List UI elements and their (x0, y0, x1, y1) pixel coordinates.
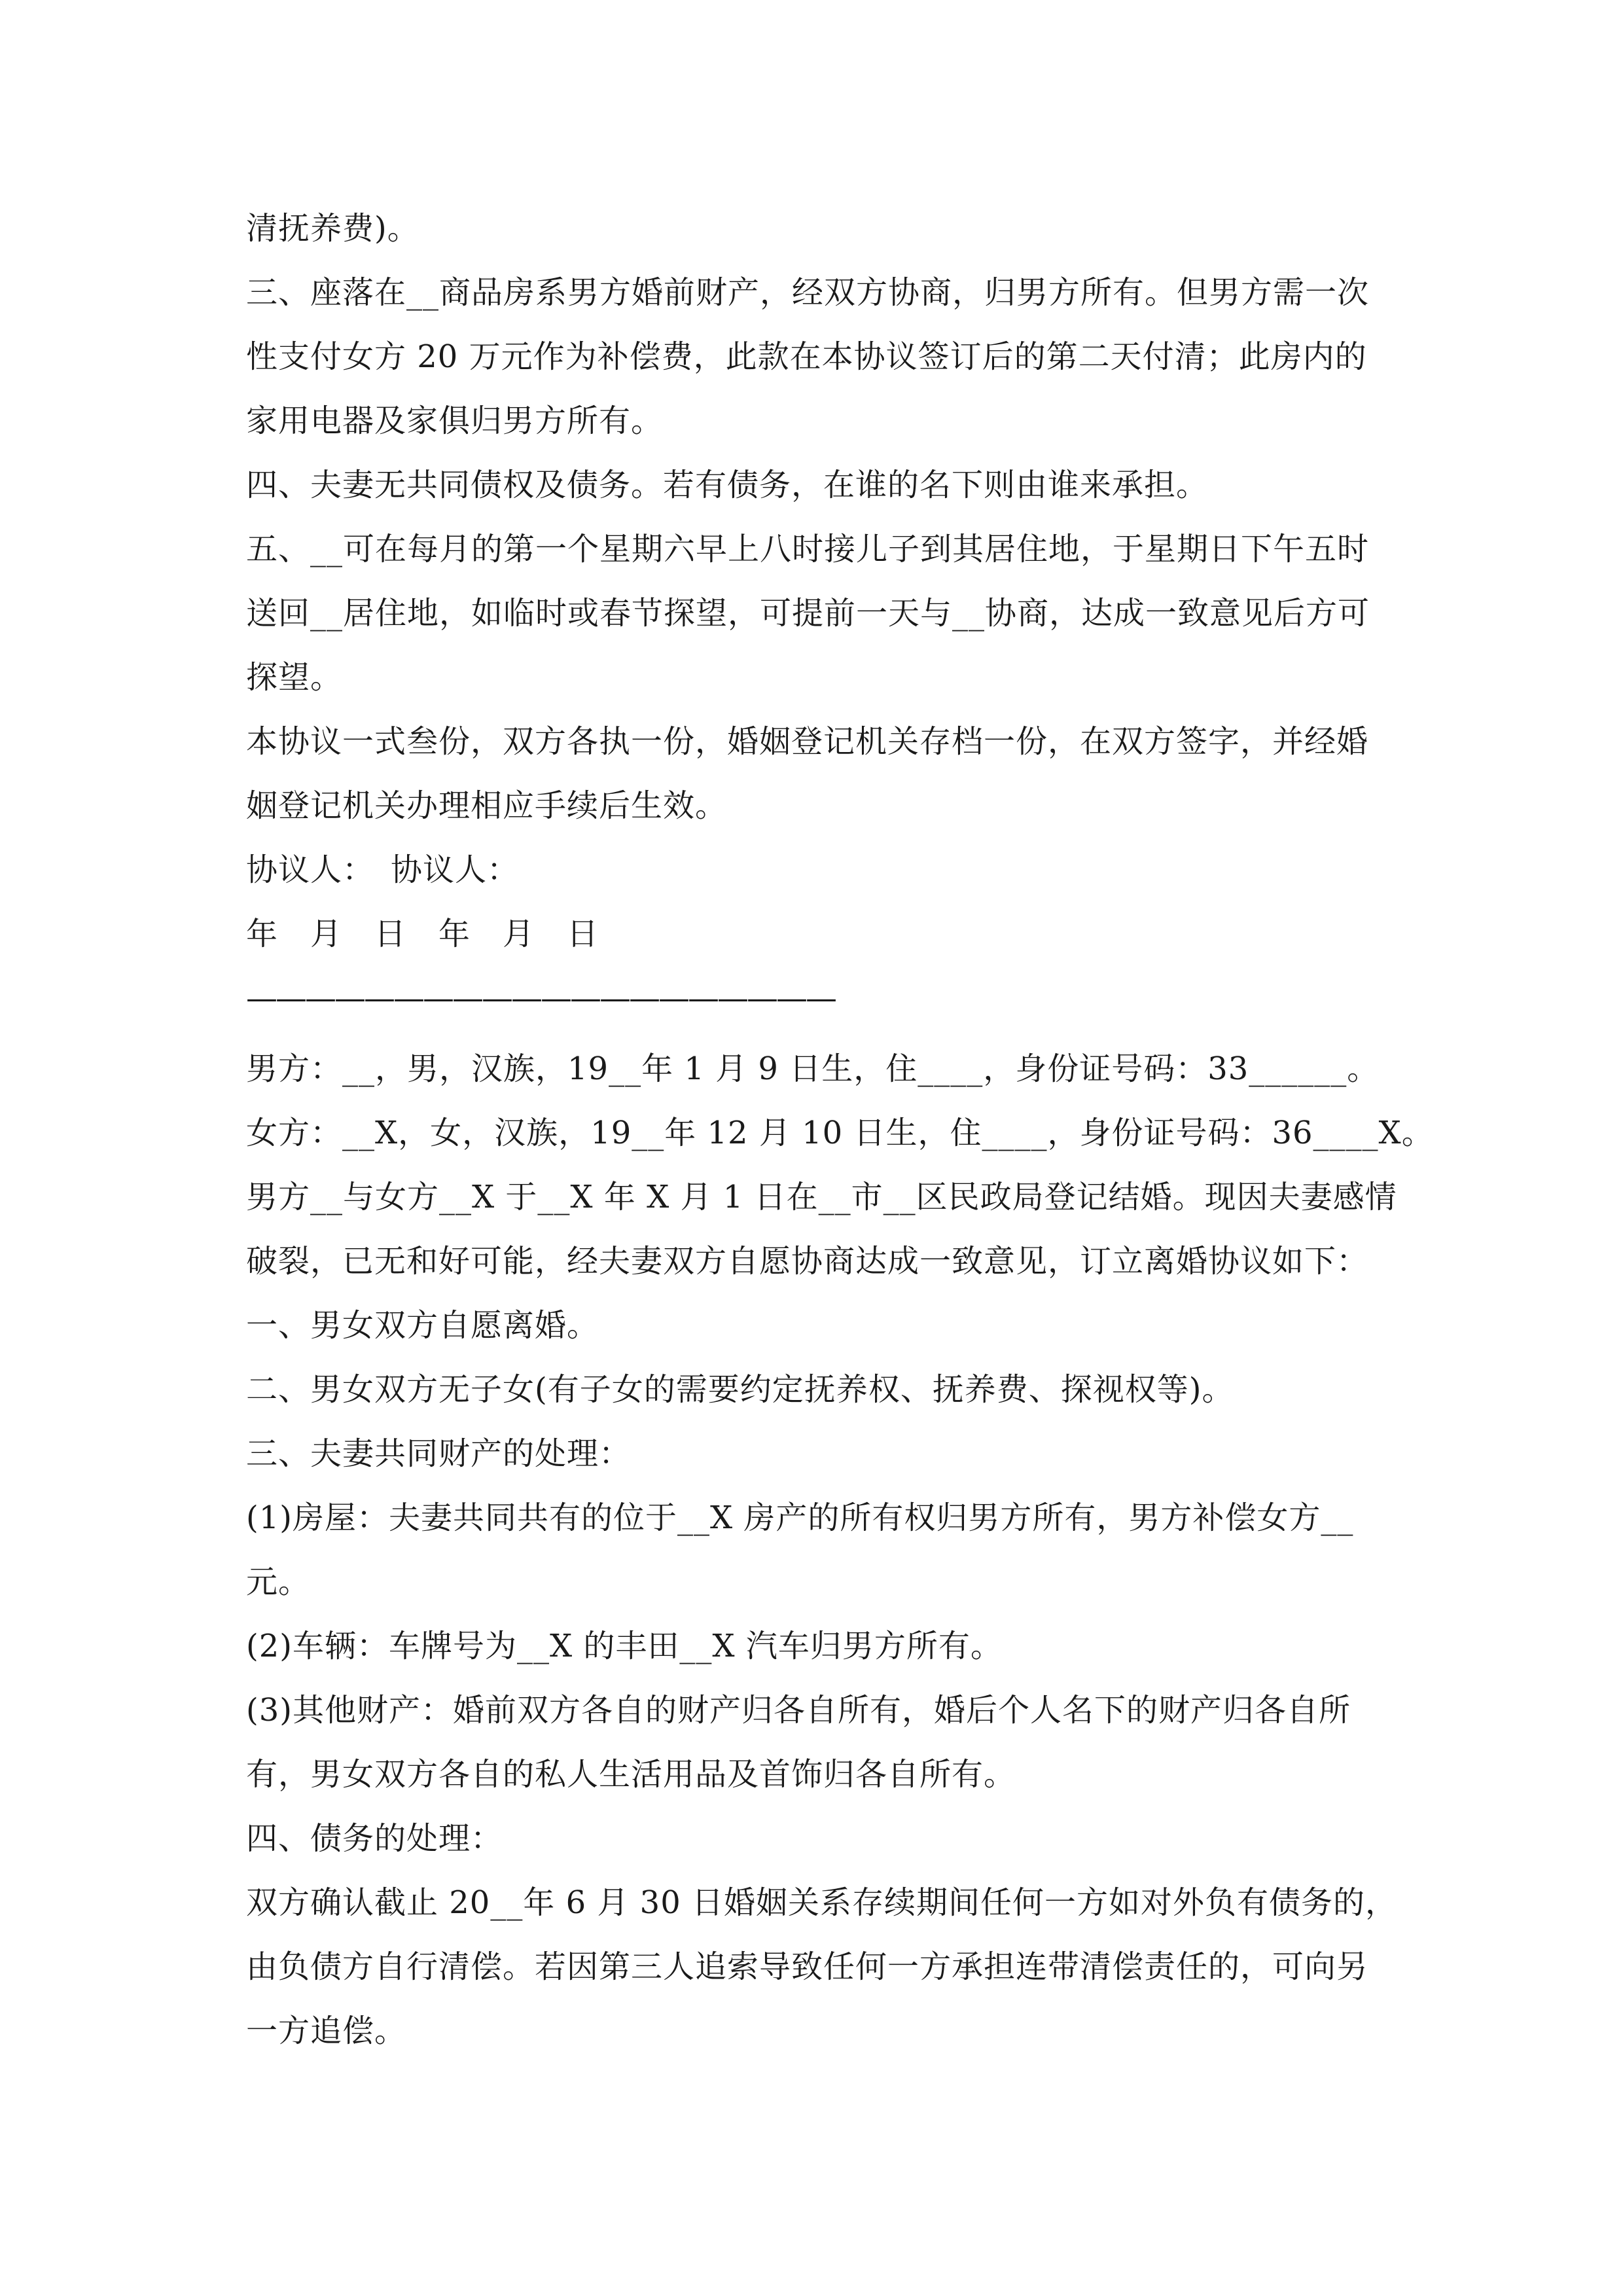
text-line: 姻登记机关办理相应手续后生效。 (246, 787, 728, 824)
text-line: 清抚养费)。 (246, 210, 419, 247)
text-line: 性支付女方 20 万元作为补偿费，此款在本协议签订后的第二天付清；此房内的 (246, 338, 1367, 375)
text-line: 女方：__X，女，汉族，19__年 12 月 10 日生，住____，身份证号码：36____X。 (246, 1115, 1434, 1151)
text-line: 一、男女双方自愿离婚。 (246, 1307, 599, 1344)
document-body (246, 196, 1434, 2063)
text-line: 三、座落在__商品房系男方婚前财产，经双方协商，归男方所有。但男方需一次 (246, 274, 1370, 311)
text-line: 送回__居住地，如临时或春节探望，可提前一天与__协商，达成一致意见后方可 (246, 595, 1370, 632)
text-line: 四、债务的处理： (246, 1820, 503, 1857)
text-line: 二、男女双方无子女(有子女的需要约定抚养权、抚养费、探视权等)。 (246, 1371, 1234, 1408)
text-line: 元。 (246, 1564, 311, 1600)
text-line: (3)其他财产：婚前双方各自的财产归各自所有，婚后个人名下的财产归各自所 (246, 1692, 1351, 1729)
text-line: 三、夫妻共同财产的处理： (246, 1435, 632, 1472)
text-line: 家用电器及家俱归男方所有。 (246, 403, 664, 439)
text-line: 一方追偿。 (246, 2013, 407, 2049)
text-line: (2)车辆：车牌号为__X 的丰田__X 汽车归男方所有。 (246, 1628, 1003, 1664)
text-line: 探望。 (246, 659, 343, 696)
spacer (246, 1030, 1398, 1037)
text-line: 有，男女双方各自的私人生活用品及首饰归各自所有。 (246, 1756, 1016, 1793)
text-line: 本协议一式叁份，双方各执一份，婚姻登记机关存档一份，在双方签字，并经婚 (246, 723, 1369, 760)
text-line: 五、__可在每月的第一个星期六早上八时接儿子到其居住地，于星期日下午五时 (246, 531, 1370, 567)
date-line: 年 月 日 年 月 日 (246, 916, 599, 952)
text-line: 四、夫妻无共同债权及债务。若有债务，在谁的名下则由谁来承担。 (246, 467, 1209, 503)
signature-label-line: 协议人： 协议人： (246, 852, 520, 888)
text-line: 男方__与女方__X 于__X 年 X 月 1 日在__市__区民政局登记结婚。现因夫妻感情 (246, 1179, 1397, 1215)
text-line: 破裂，已无和好可能，经夫妻双方自愿协商达成一致意见，订立离婚协议如下： (246, 1243, 1369, 1280)
text-line: (1)房屋：夫妻共同共有的位于__X 房产的所有权归男方所有，男方补偿女方__ (246, 1499, 1354, 1536)
separator-line: ———————————————————— (246, 980, 835, 1016)
text-line: 双方确认截止 20__年 6 月 30 日婚姻关系存续期间任何一方如对外负有债务的， (246, 1884, 1397, 1921)
text-line: 男方：__，男，汉族，19__年 1 月 9 日生，住____，身份证号码：33______。 (246, 1050, 1380, 1087)
text-line: 由负债方自行清偿。若因第三人追索导致任何一方承担连带清偿责任的，可向另 (246, 1948, 1369, 1985)
